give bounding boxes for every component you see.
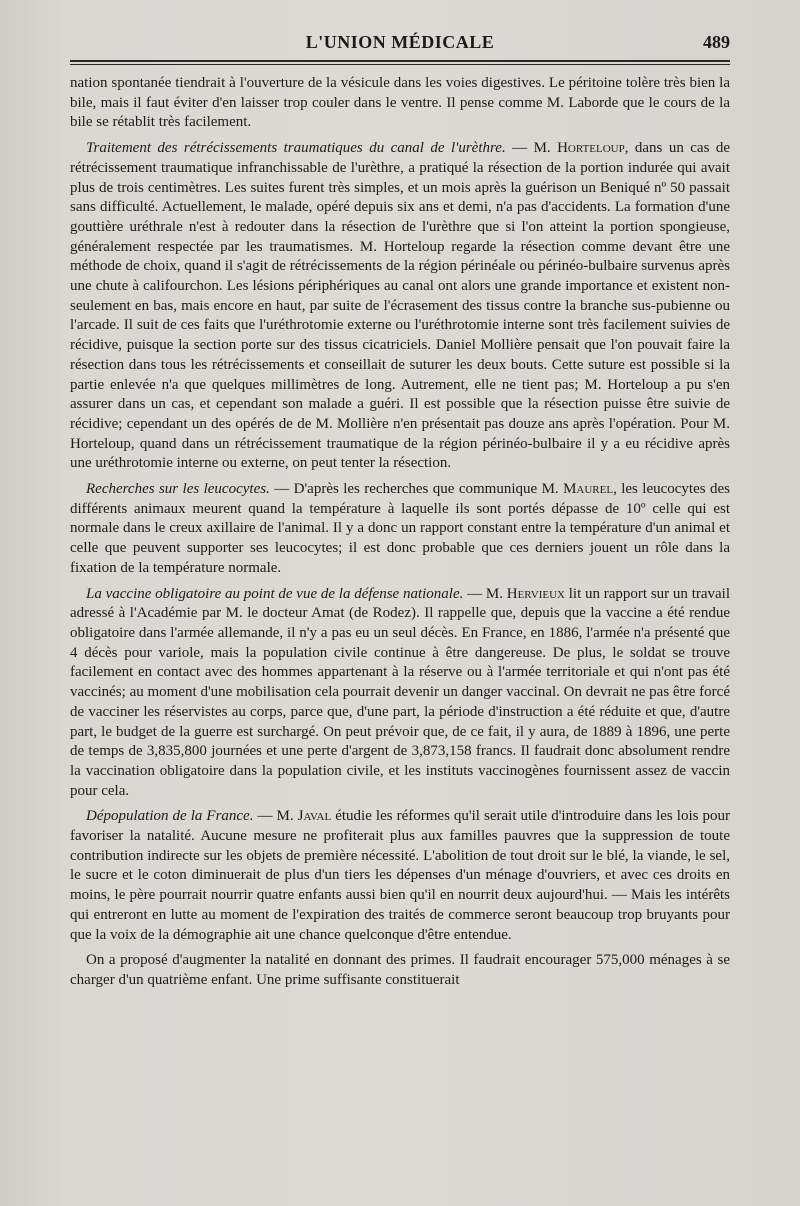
running-title: L'UNION MÉDICALE [305, 32, 495, 52]
paragraph-vaccine [70, 585, 730, 802]
article-body [70, 74, 730, 997]
paragraph-text: On a proposé d'augmenter la natalité en donnant des primes. Il faudrait encourager 575,000 ménages à se charger d'un quatrième enfant. Une prime suffisante constituerait [70, 952, 730, 988]
paragraph-text: lit un rapport sur un travail adressé à l'Académie par M. le docteur Amat (de Rodez). Il rappelle que, depuis que la vaccine a été rendue obligatoire dans l'armée allemande, il n'y a pas eu un seul décès. En France, en 1886, l'armée n'a présenté que 4 décès pour variole, mais la population civile continue à être dangereuse. De plus, le soldat se trouve facilement en contact avec des hommes appartenant à la réserve ou à l'armée territoriale et qui n'ont pas été vaccinés; au moment d'une mobilisation cela pourrait devenir un danger vaccinal. On devrait ne pas être forcé de vacciner les réservistes au corps, parce que, d'une part, la période d'instruction a été réduite et que, d'autre part, le budget de la guerre est surchargé. On peut prévoir que, de ce fait, il y aura, de 1889 à 1896, une perte de temps de 3,835,800 journées et une perte d'argent de 3,873,158 francs. Il faudrait donc absolument rendre la vaccination obligatoire dans la population civile, et les instituts vaccinogènes fournissent assez de vaccin pour cela. [70, 585, 731, 799]
paragraph-text: nation spontanée tiendrait à l'ouverture de la vésicule dans les voies digestives. Le péritoine tolère très bien la bile, mais il faut éviter d'en laisser trop couler dans le ventre. Il pense comme M. Laborde que le cours de la bile se rétablit très facilement. [70, 75, 730, 131]
paragraph-text: les leucocytes des différents animaux meurent quand la température à laquelle ils sont portés dépasse de 10º celle qui est normale dans le creux axillaire de l'animal. Il y a donc un rapport constant entre la température d'un animal et celle que peuvent supporter ses leucocytes; il est donc probable que ces derniers jouent un rôle dans la fixation de la température normale. [70, 481, 730, 576]
header-rule-thin [70, 64, 730, 65]
paragraph-speaker: Javal [297, 808, 332, 825]
paragraph-urethre [70, 139, 730, 474]
paragraph-dash: — D'après les recherches que communique M. [269, 481, 564, 498]
paragraph-text: dans un cas de rétrécissement traumatique infranchissable de l'urèthre, a pratiqué la résection de la portion indurée qui avait plus de trois centimètres. Les suites furent très simples, et un mois après la guérison un Beniqué nº 50 passait sans difficulté. Actuellement, le malade, opéré depuis six ans et demi, n'a pas d'accidents. La formation d'une gouttière uréthrale n'est à redouter dans la résection de l'urèthre que si l'on atteint la portion spongieuse, généralement respectée par les traumatismes. M. Horteloup regarde la résection comme devant être une méthode de choix, quand il s'agit de rétrécissements de la région périnéale ou périnéo-bulbaire survenus après une chute à califourchon. Les lésions périphériques au canal ont alors une grande importance et existent non-seulement en bas, mais encore en haut, par suite de l'écrasement des tissus contre la branche sus-pubienne ou l'arcade. Il suit de ces faits que l'uréthrotomie externe ou l'uréthrotomie interne sont très facilement suivies de récidive, puisque la section porte sur des tissus cicatriciels. Daniel Mollière pensait que l'on pouvait faire la résection dans tous les rétrécissements et conseillait de suturer les deux bouts. Cette suture est possible si la partie enlevée n'a que quelques millimètres de long. Autrement, elle ne tient pas; M. Horteloup a pu s'en assurer dans un cas, et cependant son malade a guéri. Il est possible que la résection puisse être suivie de récidive; cependant un des opérés de de M. Mollière n'en présentait pas douze ans après l'opération. Pour M. Horteloup, quand dans un rétrécissement traumatique de la région périnéo-bulbaire il y a eu récidive après une uréthrotomie interne ou externe, on peut tenter la résection. [70, 140, 730, 472]
page-number: 489 [703, 32, 730, 52]
paragraph-text: étudie les réformes qu'il serait utile d'introduire dans les lois pour favoriser la natalité. Aucune mesure ne profiterait plus aux familles pauvres que la suppression de toute contribution indirecte sur les objets de première nécessité. L'abolition de tout droit sur le blé, la viande, le sel, le sucre et le coton diminuerait de plus d'un tiers les dépenses d'un ménage d'ouvriers, et avec ces droits en moins, le père pourrait nourrir quatre enfants aussi bien qu'il en nourrit deux aujourd'hui. — Mais les intérêts qui entreront en lutte au moment de l'expiration des traités de commerce seront beaucoup trop bruyants pour que la voix de la démographie ait une chance quelconque d'être entendue. [70, 808, 730, 943]
page-header [70, 30, 730, 60]
paragraph-speaker: Horteloup, [557, 140, 629, 157]
paragraph-speaker: Hervieux [506, 585, 565, 602]
header-rule [70, 60, 730, 62]
paragraph-title: Traitement des rétrécissements traumatiques du canal de l'urèthre. [86, 140, 506, 157]
paragraph-leucocytes [70, 480, 730, 579]
paragraph-depopulation [70, 807, 730, 945]
paragraph-dash: — M. [505, 140, 558, 157]
paragraph-title: Recherches sur les leucocytes. [86, 481, 270, 498]
paragraph-title: Dépopulation de la France. [86, 808, 254, 825]
paragraph-continuation [70, 74, 730, 133]
paragraph-title: La vaccine obligatoire au point de vue de la défense nationale. [86, 585, 464, 602]
paragraph-dash: — M. [463, 585, 507, 602]
paragraph-dash: — M. [253, 808, 298, 825]
paragraph-primes [70, 951, 730, 990]
paragraph-speaker: Maurel, [563, 481, 617, 498]
